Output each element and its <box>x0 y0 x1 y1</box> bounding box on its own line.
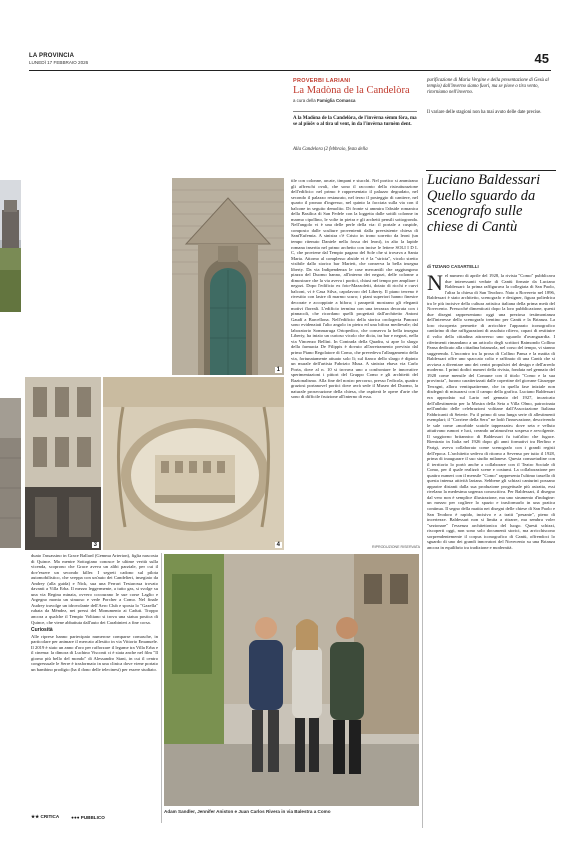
photo-number: 3 <box>93 542 97 548</box>
bottom-left-paragraph: duato l'assassino in Grace Ballard (Gemma Arterton), figlia nascosta di Quince. Ma mentre Sottogiano conosce le ultime verità sulla vicenda, scoprono che Grace aveva un alibi parziale, per cui il dov'essere un secondo killer. I segreti cadono sul pilota automobilistico, che sveppa con un'auto dei Candelieri, insegiato da Andrey (alla guida) e Nick, sua una Ferrari Testarossa trovato davanti a Villa Erba. Il mezzo leggermente, a tutto gas, si svolge su una via Regina minata, ovvero cocourano le sue corse Laglio e Argegno monta un sinuoso e vede Porcher a Como. Nel finale Audrey travolge un idrovolante dell'Aero Club e sposta lo "Gazella" rubata da Méndez, nei pressi del Monumento ai Caduti. Troppo ancora a qualche il Tempio Voltiano si trova una statua postica di Quince, che viene abbattuta dall'auto dei Carabinieri a fine corsa. <box>31 553 158 625</box>
proverbi-verse: A la Madòna de la Candelòra, de l'invèrna sèmm fòra, ma se al piòöv o al tira ul vent, in da l'invèrna turnèm dent. <box>293 116 417 128</box>
curiosita-heading: Curiosità <box>31 627 53 634</box>
photo-number: 4 <box>276 542 280 548</box>
photo-park-monument <box>0 180 21 312</box>
proverbi-source: Alla Candelora (2 febbraio, festa della <box>293 147 368 152</box>
proverbi-kicker: PROVERBI LARIANI <box>293 78 351 84</box>
newspaper-name: LA PROVINCIA <box>29 53 75 59</box>
middle-column-paragraph: tile con colonne, arcate, timpani e stucchi. Nel portico si ammirano gli affreschi ovali, che sono il racconto della ristrutturazione dell'edificio: nel primo è rappresentato il palazzo degradato, nel secondo il palazzo restaurato, nel terzo il posteggio di cantiere, nel quarto il pronao d'ingresso, nel quinto la facciata sulla via con il balcone in seguito demolito. Di fronte si ammira l'abside romanica della Basilica di San Fedele con la loggetta dalle sottili colonne in marmo cipollino, le volte in pietra e gli archetti pensili sottogronda. Nell'angolo vi è una delle perle della via: il portale a cuspide, composto dalle sculture provenienti dalla preesistente chiesa di Sant'Eufemia. A sinistra c'è Cristo in trono sorretto da leoni (un tempo ritenuto Daniele nella fossa dei leoni), in alto la lapide romana inserita nel primo archetto con incise le lettere SOLI I D L C, che proviene dal Tempio pagano del Sole che si trovava a Santa Marta. Attorno al complesso abside vi è la "stricta", vicolo stretto visibile dallo storico bar Mariett, che conserva la bella insegna liberty. Da via Indipendenza le case mercantili che raggiungono piazza del Duomo hanno, all'interno dei negozi, delle colonne a dimostrare che la via aveva i portici, chiusi nel tempo per ampliare i negozi. Dopo l'edificio ex foto-Mazzoletti, dotato di ricchi e curvi balconi, vi è Casa Silva, capolavoro del Liberty. Il piano terreno è rivestito con lastre di marmo scuro; i piani superiori hanno finestre decorate e accoppiate a bifora; i parapetti mostrano gli eleganti motivi floreali. L'edificio termina con una terrazza decorata con i pinnacoli, che ricordano quelli progettati dall'architetto Antoni Gaudí a Barcellona. Nell'edificio della storica orologeria Panozzi sono evidenziati l'alto angolo in pietra ed una bifora medievale; dal laboratorio Sommaruga Ortopedico, che conserva la bella insegna Liberty, ha inizio un curioso vicolo che dicia, tra bar e negozi, nella via Vincenzo Bellini. In Contrada della Quadra, si apre lo slargo della farmacia De Filippis è dovuto all'arretramento previsto dal primo Piano Regolatore di Como, che prevedeva l'allargamento della via, fortunatamente attuato solo lì; sul fianco dello slargo è dipinto un murale dell'artista Fabrizio Musa. A sinistra ebava via Carlo Porta, dove al n. 10 si trovava uno a confrontare le innovative sperimentazioni i pittori del Gruppo Como e gli architetti del Razionalismo. Alla fine del nostro percorso, presso l'edicola, quattro graziosi portanovel portici dove avrà sede il Museo del Duomo, la naturale prosecuzione della chiesa, che ospiterà le opere d'arte che sono di difficile fruizione all'interno di essa. <box>291 178 418 400</box>
column-divider <box>161 553 162 823</box>
liberty-building-image <box>25 377 101 550</box>
article-byline: di TIZIANO CASARTELLI <box>427 264 479 269</box>
bottom-left-text <box>31 553 158 811</box>
article-title: Luciano Baldessari Quello sguardo da scenografo sulle chiese di Cantù <box>427 172 541 235</box>
header-rule <box>29 70 551 71</box>
byline-prefix: a cura della <box>293 98 316 103</box>
photo-portal <box>172 178 284 375</box>
romanesque-portal-image <box>172 178 284 375</box>
fresco-medallion-image <box>103 377 284 550</box>
proverbi-box <box>293 78 555 164</box>
proverbi-title: La Madòna de la Candelòra <box>293 85 410 96</box>
article-paragraph: el numero di aprile del 1928, la rivista "Como" pubblicava due interessanti vedute di Cantù firmate da Luciano Baldessari: la prima raffigurava la collegiata di San Paolo, l'altra la chiesa di San Teodoro. Nato a Rovereto nel 1896, Baldessari è stato architetto, scenografo e designer, figura poliedrica tra le più incisive della cultura artistica italiana della prima metà del Novecento. Pressoché dimenticati dopo la loro pubblicazione, questi due disegni rappresentano oggi una preziosa testimonianza dell'interesse dello scenografo trentino per Cantù e la Brianza. La loro riscoperta permette di arricchire l'apparato iconografico cantùrino di due raffigurazioni di assoluto rilievo, capaci di restituire il volto della cittadina attraverso uno sguardo d'avanguardia. I riferimenti rimandano a un articolo degli scrittori Raimondo Collino Pansa dedicato alla cittadina brianzola, nel corso del tempo, vi stanno suggerendo. L'incontro tra la prosa di Collino Pansa e la matita di Baldessari offre uno spaccato colto e raffinato di una Cantù che si avviava a diventare uno dei centri propulsivi del design e dell'arredo moderno. I primi dodici numeri della rivista, fondata nel gennaio del 1928 come mensile del Comune con il titolo "Como e la sua provincia", furono caratterizzati dalle copertine del giovane Giuseppe Terragni, allora ventiquattrenne, che in quella fase iniziale non disdegnò di misurarsi con il campo della grafica. Luciano Baldessari era approdato sul Lario nel gennaio del 1927, incaricato dell'allestimento per la Mostra della Seta a Villa Olmo, patrocinata nell'ambito delle celebrazioni voltiane dall'Associazione Italiana Fabbricanti di Seterie. Fu il primo di una lunga serie di allestimenti esemplari; il "Corriere della Sera" ne lodò l'innovazione, descrivendo le sale come «morbide scatole tappezzate» dove seta e velluto attutivano rumori e luci, creando un'atmosfera sospesa e avvolgente. Il soggiorno britannico di Baldessari fu tutt'altro che fugace. Rientrato in Italia nel 1926 dopo gli anni formativi tra Berlino e Parigi, aveva collaborato come scenografo con i grandi registi dell'epoca. L'architetto sedeva di ritorno a Sevenso per tutto il 1928, prima di inaugurare il suo studio milanese. Questa consuetudine con il territorio lo portò anche a collaborare con il Teatro Sociale di Como, per il quale realizzò scene e costumi. La collaborazione per quattro numeri con il mensile "Como" rappresenta l'ultimo tassello di questa intensa attività lariana. Sebbene gli schizzi canturini possano apparire distanti dalla sua produzione progettuale più astratta, essi rivelano la medesima urgenza conoscitiva. Per Baldessari, il disegno dal vero non è semplice illustrazione, ma uno strumento d'indagine: un mezzo per cogliere lo spazio e trasformarlo in una pratica continua. Il segno della matita nei disegni delle chiese di San Paolo e San Teodoro è rapido, incisivo e a tratti "pesante", pieno di incertezze. Baldessari non si limita a ritrarre, ma sembra voler "sezionare" l'essenza architettonica del luogo. Questi schizzi, riscoperti oggi, non sono solo documenti storici, ma arricchiscono sorprendentemente il corpus iconografico di Cantù, offrendoci lo sguardo di uno dei grandi innovatori del Novecento su una Brianza ancora in equilibrio tra tradizione e modernità. <box>427 273 555 550</box>
pubblico-dots: ●●● <box>71 814 80 820</box>
byline-name: Famiglia Comasca <box>316 98 356 103</box>
proverbi-byline <box>293 98 555 103</box>
critica-rating <box>31 814 59 820</box>
film-street-scene-image <box>164 554 419 806</box>
column-divider <box>422 178 423 828</box>
photo-casa-silva <box>25 377 101 550</box>
photo-number: 1 <box>276 367 280 373</box>
issue-date: LUNEDÌ 17 FEBBRAIO 2026 <box>29 60 89 65</box>
pubblico-rating <box>71 815 105 820</box>
proverbi-note: Il variare delle stagioni non ha mai avuto delle date precise. <box>427 110 542 115</box>
ratings-bar <box>31 814 158 820</box>
stone-wall-image <box>0 398 21 548</box>
masthead <box>29 53 88 65</box>
critica-stars: ★★ <box>31 814 40 819</box>
article-body <box>427 273 555 833</box>
pubblico-label: PUBBLICO <box>80 814 105 820</box>
middle-column-text <box>291 178 418 544</box>
proverbi-rule <box>293 111 417 112</box>
critica-label: CRITICA <box>40 814 60 819</box>
article-dropcap: N <box>427 273 443 295</box>
film-photo-caption: Adam Sandler, Jennifer Aniston e Juan Carlos Rivera in via Balestra a Como <box>164 809 331 814</box>
photo-fresco <box>103 377 284 550</box>
proverbi-translation: purificazione di Maria Vergine e della presentazione di Gesù al tempio) dall'inverno siamo fuori, ma se piove o tira vento, ritorniamo nell'inverno. <box>427 78 549 95</box>
photo-wall-left <box>0 398 21 548</box>
copyright-note: RIPRODUZIONE RISERVATA <box>372 545 421 549</box>
page-number: 45 <box>534 51 549 66</box>
curiosita-paragraph: Alle riprese hanno partecipato numerose comparse comasche, in particolare per animare il mercato allestito in via Vittorio Emanuele. Il 2019 è stato un anno d'oro per rafforzare il legame tra Villa Erba e il cinema: la dimora di Luchino Visconti ci è stata anche nel film "Il giorno più bello del mondo" di Alessandro Siani, in cui il centro congressuale le Serre è trasformato in una clinica dove viene portato un bambino prodigio (ha il dono delle telecinesi) per essere studiato. <box>31 633 158 672</box>
park-monument-image <box>0 180 21 312</box>
photo-film-scene <box>164 554 419 806</box>
